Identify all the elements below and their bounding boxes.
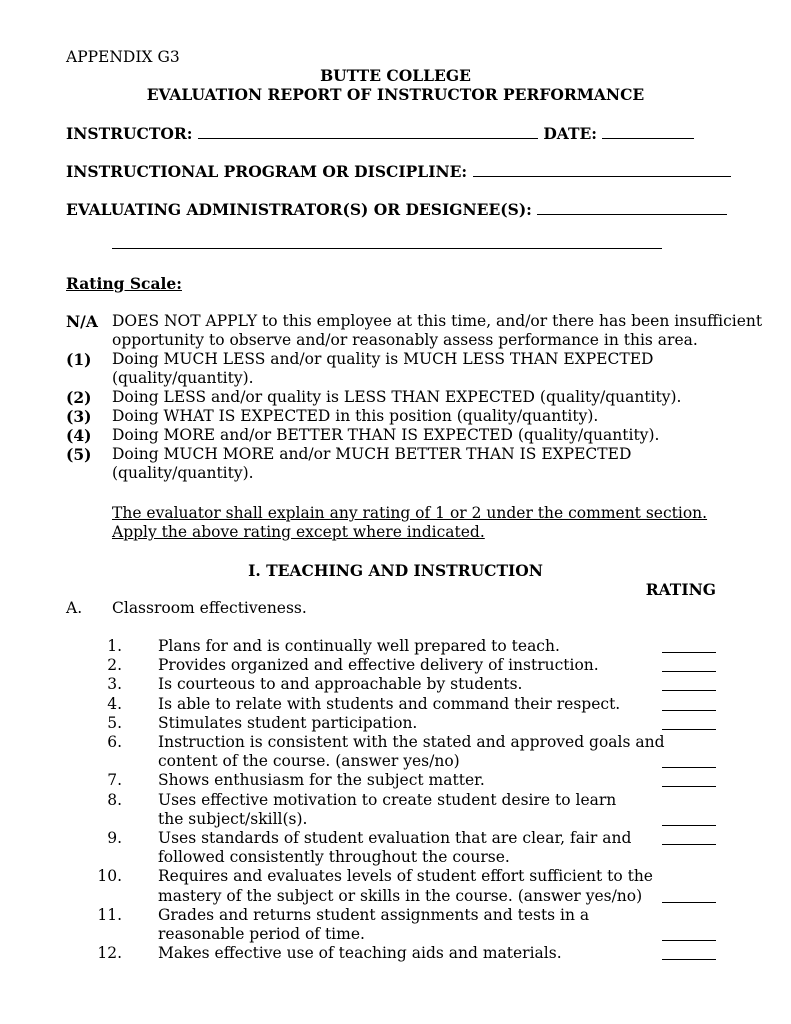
criterion-text: Plans for and is continually well prepared to teach. (158, 637, 560, 655)
criterion-text: Is able to relate with students and command their respect. (158, 695, 621, 713)
criterion-number: 11. (97, 906, 122, 924)
instructor-field[interactable] (66, 124, 694, 143)
criterion-text: Is courteous to and approachable by students. (158, 675, 523, 693)
section-title: I. TEACHING AND INSTRUCTION (248, 561, 543, 580)
instructor-blank[interactable] (198, 124, 538, 139)
criterion-number: 12. (97, 944, 122, 962)
appendix-label: APPENDIX G3 (66, 48, 180, 66)
subsection-title: Classroom effectiveness. (112, 599, 307, 617)
criterion-number: 9. (107, 829, 122, 847)
rating-blank[interactable] (662, 671, 716, 672)
rating-blank[interactable] (662, 825, 716, 826)
criterion-number: 1. (107, 637, 122, 655)
criterion-text-continued: reasonable period of time. (158, 925, 365, 943)
rating-blank[interactable] (662, 652, 716, 653)
criterion-text-continued: followed consistently throughout the course. (158, 848, 510, 866)
rating-description-continued: opportunity to observe and/or reasonably assess performance in this area. (112, 331, 698, 349)
rating-description: Doing MUCH LESS and/or quality is MUCH LESS THAN EXPECTED (112, 350, 654, 368)
criterion-number: 10. (97, 867, 122, 885)
criterion-text-continued: content of the course. (answer yes/no) (158, 752, 460, 770)
administrator-blank[interactable] (537, 200, 727, 215)
criterion-text: Stimulates student participation. (158, 714, 418, 732)
rating-description: Doing WHAT IS EXPECTED in this position (quality/quantity). (112, 407, 599, 425)
rating-blank[interactable] (662, 902, 716, 903)
criterion-number: 3. (107, 675, 122, 693)
administrator-extra-line[interactable] (112, 248, 662, 249)
criterion-text: Uses standards of student evaluation that are clear, fair and (158, 829, 632, 847)
rating-description: Doing MUCH MORE and/or MUCH BETTER THAN IS EXPECTED (112, 445, 632, 463)
rating-blank[interactable] (662, 959, 716, 960)
program-label: INSTRUCTIONAL PROGRAM OR DISCIPLINE: (66, 162, 468, 181)
criterion-number: 6. (107, 733, 122, 751)
apply-rating-note: Apply the above rating except where indicated. (112, 523, 485, 541)
criterion-text-continued: mastery of the subject or skills in the course. (answer yes/no) (158, 887, 643, 905)
criterion-text: Uses effective motivation to create student desire to learn (158, 791, 617, 809)
date-label: DATE: (543, 124, 598, 143)
instructor-label: INSTRUCTOR: (66, 124, 193, 143)
rating-code: (1) (66, 350, 92, 369)
rating-description-continued: (quality/quantity). (112, 369, 254, 387)
rating-blank[interactable] (662, 844, 716, 845)
administrator-label: EVALUATING ADMINISTRATOR(S) OR DESIGNEE(S): (66, 200, 532, 219)
criterion-number: 2. (107, 656, 122, 674)
criterion-text: Shows enthusiasm for the subject matter. (158, 771, 485, 789)
date-blank[interactable] (602, 124, 694, 139)
college-name: BUTTE COLLEGE (320, 66, 471, 85)
criterion-text: Grades and returns student assignments and tests in a (158, 906, 590, 924)
criterion-text-continued: the subject/skill(s). (158, 810, 308, 828)
program-field[interactable] (66, 162, 731, 181)
criterion-text: Provides organized and effective delivery of instruction. (158, 656, 599, 674)
rating-blank[interactable] (662, 729, 716, 730)
rating-column-header: RATING (645, 580, 716, 599)
rating-blank[interactable] (662, 786, 716, 787)
criterion-number: 7. (107, 771, 122, 789)
criterion-text: Requires and evaluates levels of student effort sufficient to the (158, 867, 653, 885)
rating-code: N/A (66, 312, 98, 331)
rating-code: (4) (66, 426, 92, 445)
criterion-number: 5. (107, 714, 122, 732)
rating-code: (3) (66, 407, 92, 426)
evaluator-note: The evaluator shall explain any rating of 1 or 2 under the comment section. (112, 504, 708, 522)
form-title: EVALUATION REPORT OF INSTRUCTOR PERFORMANCE (146, 85, 645, 104)
rating-blank[interactable] (662, 767, 716, 768)
rating-description: DOES NOT APPLY to this employee at this time, and/or there has been insufficient (112, 312, 763, 330)
rating-code: (2) (66, 388, 92, 407)
rating-code: (5) (66, 445, 92, 464)
criterion-number: 4. (107, 695, 122, 713)
administrator-field[interactable] (66, 200, 727, 219)
criterion-number: 8. (107, 791, 122, 809)
subsection-letter: A. (66, 599, 83, 617)
program-blank[interactable] (473, 162, 731, 177)
rating-scale-heading: Rating Scale: (66, 274, 182, 293)
rating-description-continued: (quality/quantity). (112, 464, 254, 482)
rating-blank[interactable] (662, 690, 716, 691)
criterion-text: Instruction is consistent with the stated and approved goals and (158, 733, 665, 751)
rating-blank[interactable] (662, 710, 716, 711)
rating-description: Doing LESS and/or quality is LESS THAN EXPECTED (quality/quantity). (112, 388, 682, 406)
rating-description: Doing MORE and/or BETTER THAN IS EXPECTED (quality/quantity). (112, 426, 660, 444)
rating-blank[interactable] (662, 940, 716, 941)
criterion-text: Makes effective use of teaching aids and materials. (158, 944, 562, 962)
